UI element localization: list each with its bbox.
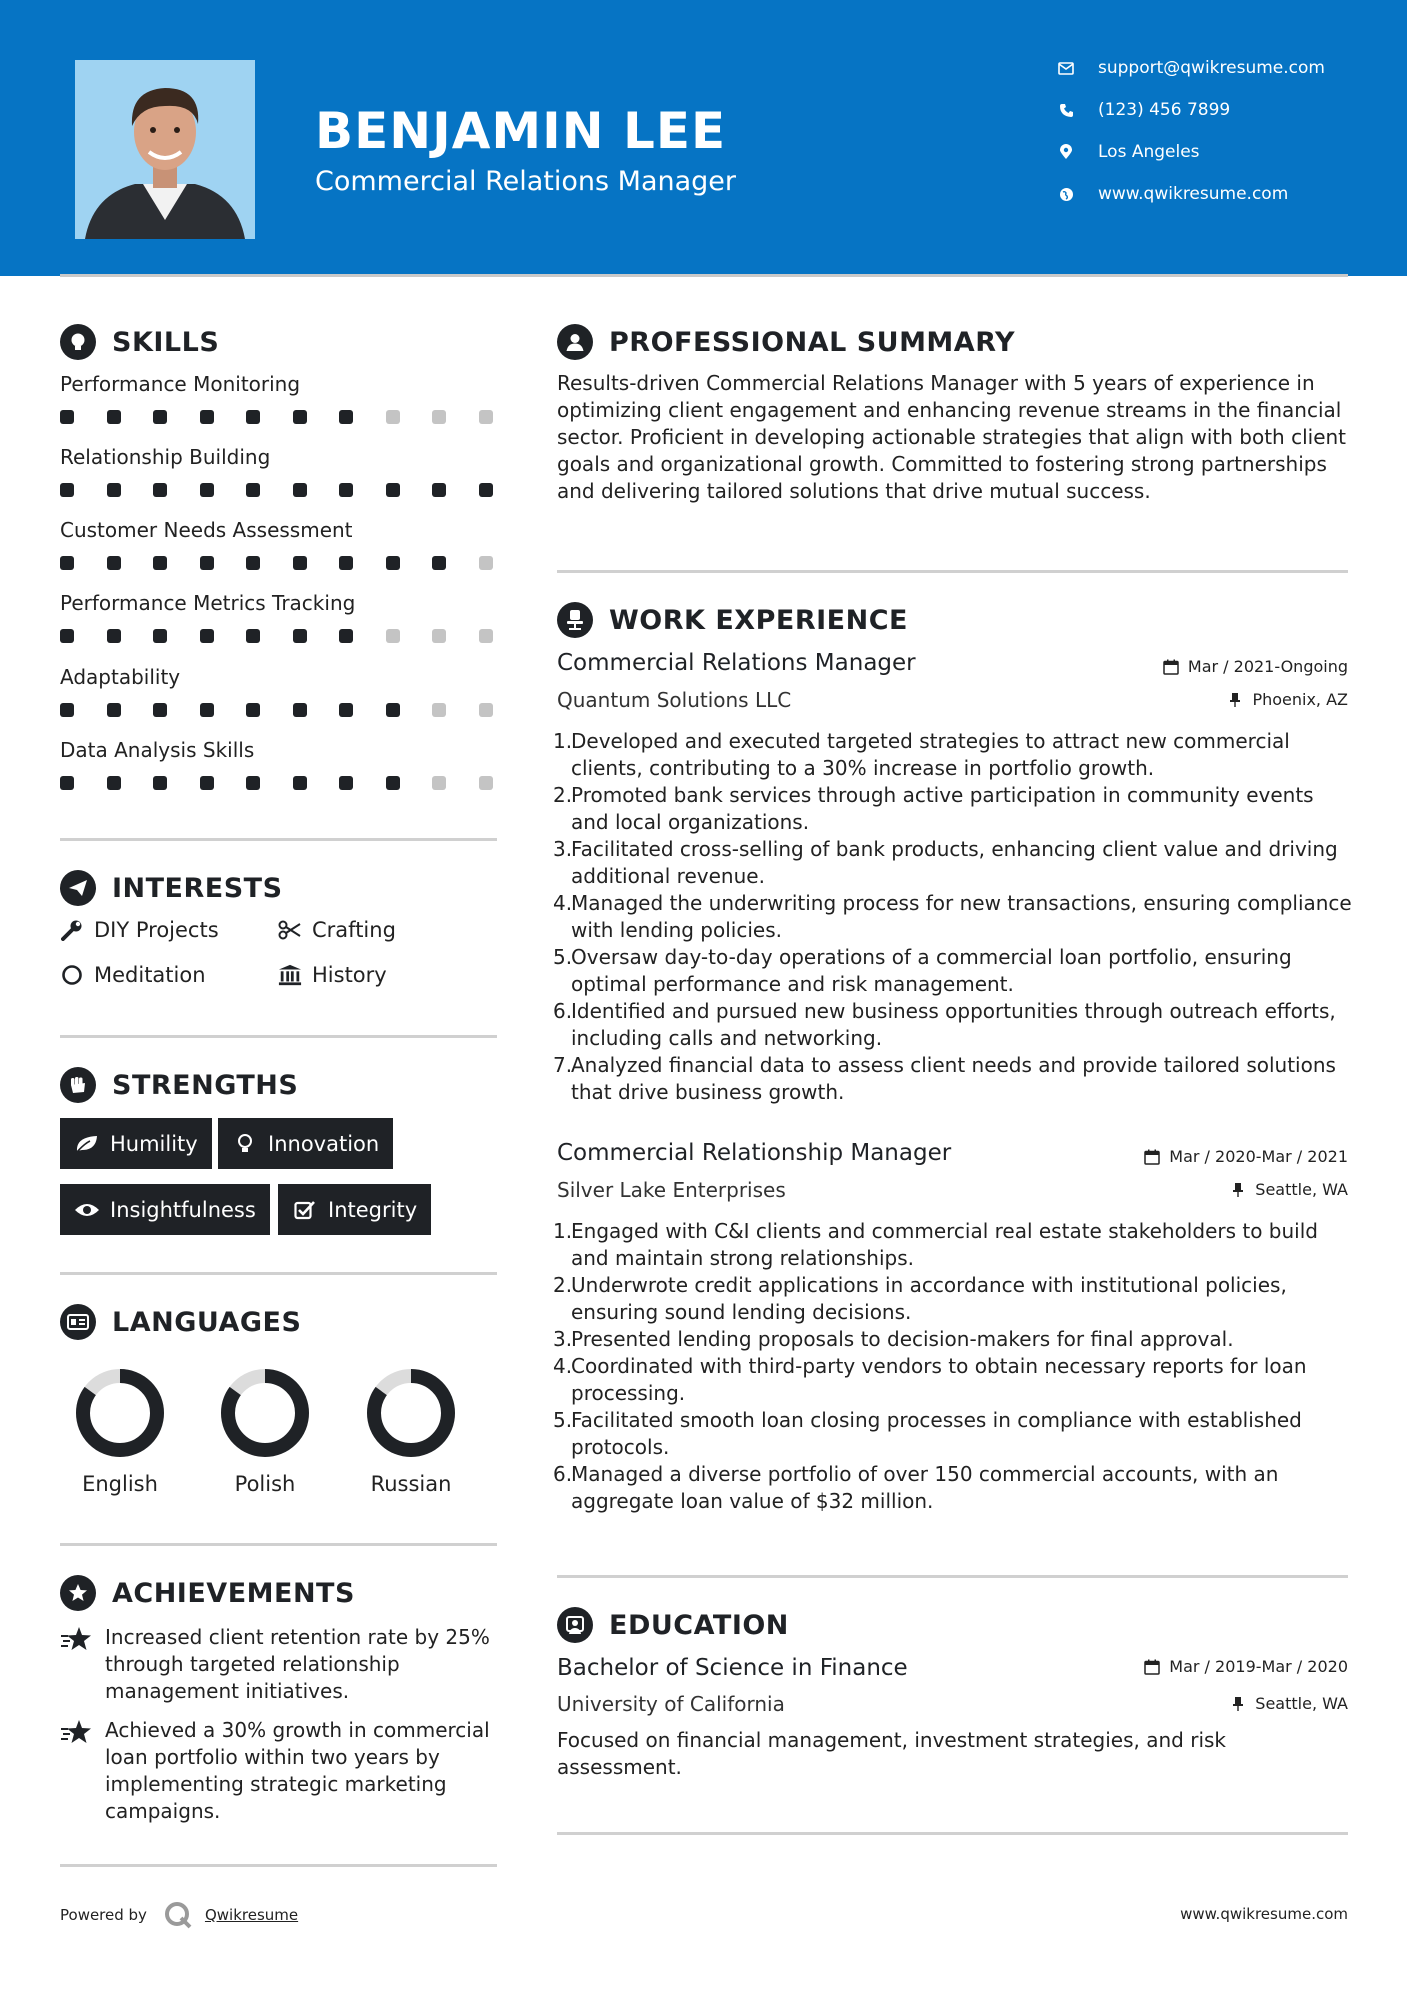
map-pin-icon (1054, 140, 1078, 164)
skill-dot-filled (60, 703, 74, 717)
skill-dot-filled (153, 629, 167, 643)
eye-icon (74, 1197, 100, 1223)
section-divider (557, 570, 1348, 573)
skill-dot-filled (339, 410, 353, 424)
education-title: EDUCATION (609, 1609, 789, 1641)
interest-item (278, 963, 387, 987)
achievement-item (60, 1717, 500, 1825)
responsibility-item: 5. Facilitated smooth loan closing processes in compliance with established protocols. (553, 1408, 1302, 1459)
lightbulb-icon (232, 1131, 258, 1157)
skill-dot-filled (60, 556, 74, 570)
paper-plane-icon (60, 870, 96, 906)
summary-heading (557, 324, 1015, 360)
experience-heading (557, 602, 908, 638)
scissors-icon (278, 918, 302, 942)
skill-dot-filled (246, 776, 260, 790)
resume-header (0, 0, 1407, 276)
school-name: University of California (557, 1692, 785, 1716)
responsibility-item: 4. Coordinated with third-party vendors to obtain necessary reports for loan processing. (553, 1354, 1307, 1405)
responsibility-item: 3. Presented lending proposals to decision-makers for final approval. (553, 1327, 1234, 1351)
skill-dot-filled (293, 629, 307, 643)
skills-title: SKILLS (112, 326, 220, 358)
responsibility-item: 5. Oversaw day-to-day operations of a commercial loan portfolio, ensuring optimal performance and risk management. (553, 945, 1292, 996)
skill-dot-filled (432, 556, 446, 570)
footer-powered-by (60, 1900, 298, 1930)
circle-icon (60, 963, 84, 987)
skill-dot-filled (293, 556, 307, 570)
contact-location-text: Los Angeles (1098, 142, 1200, 162)
skill-dot-filled (200, 703, 214, 717)
skill-dot-filled (386, 776, 400, 790)
section-divider (60, 838, 497, 841)
section-divider (60, 1272, 497, 1275)
education-heading (557, 1607, 789, 1643)
responsibility-item: 2. Promoted bank services through active participation in community events and local organizations. (553, 783, 1314, 834)
skill-dot-filled (153, 483, 167, 497)
check-square-icon (292, 1197, 318, 1223)
phone-icon (1054, 98, 1078, 122)
interest-item (278, 918, 396, 942)
strengths-heading (60, 1067, 298, 1103)
language-card-icon (60, 1304, 96, 1340)
summary-title: PROFESSIONAL SUMMARY (609, 326, 1016, 358)
footer-website[interactable]: www.qwikresume.com (1180, 1905, 1348, 1923)
contact-email[interactable] (1054, 56, 1325, 80)
responsibility-item: 1. Engaged with C&I clients and commercial real estate stakeholders to build and maintain strong relationships. (553, 1219, 1318, 1270)
skill-dot-filled (339, 629, 353, 643)
skill-dot-filled (246, 410, 260, 424)
job-location-text: Seattle, WA (1255, 1180, 1348, 1199)
achievement-text: Achieved a 30% growth in commercial loan portfolio within two years by implementing strategic marketing campaigns. (105, 1718, 490, 1823)
skill-dot-filled (293, 703, 307, 717)
strength-label: Insightfulness (110, 1197, 256, 1222)
skill-dot-empty (479, 556, 493, 570)
section-divider (60, 1035, 497, 1038)
skill-dot-filled (153, 556, 167, 570)
skill-dot-filled (246, 483, 260, 497)
calendar-icon (1143, 1148, 1161, 1166)
candidate-role: Commercial Relations Manager (315, 166, 736, 197)
strength-label: Innovation (268, 1131, 380, 1156)
skill-label: Performance Metrics Tracking (60, 591, 356, 615)
job-title: Commercial Relationship Manager (557, 1140, 952, 1166)
profile-photo (75, 60, 255, 239)
skills-heading (60, 324, 219, 360)
skill-dot-filled (107, 410, 121, 424)
skill-dot-empty (432, 776, 446, 790)
star-icon (60, 1717, 93, 1750)
responsibility-item: 7. Analyzed financial data to assess client needs and provide tailored solutions that drive business growth. (553, 1053, 1336, 1104)
skill-dot-filled (246, 629, 260, 643)
interests-heading (60, 870, 283, 906)
strength-badge (278, 1184, 431, 1235)
achievement-text: Increased client retention rate by 25% through targeted relationship management initiatives. (105, 1625, 490, 1703)
skill-dot-filled (339, 556, 353, 570)
education-description: Focused on financial management, investment strategies, and risk assessment. (557, 1728, 1227, 1779)
skill-dot-filled (246, 556, 260, 570)
language-level-ring (75, 1368, 165, 1458)
responsibility-item: 6. Managed a diverse portfolio of over 150 commercial accounts, with an aggregate loan value of $32 million. (553, 1462, 1279, 1513)
skill-dot-empty (432, 629, 446, 643)
strength-label: Humility (110, 1131, 198, 1156)
job-location-text: Phoenix, AZ (1252, 690, 1348, 709)
skill-dot-filled (432, 483, 446, 497)
skill-dot-filled (200, 556, 214, 570)
interest-label: Crafting (312, 918, 396, 942)
calendar-icon (1143, 1658, 1161, 1676)
skill-label: Data Analysis Skills (60, 738, 255, 762)
section-divider (60, 1543, 497, 1546)
museum-icon (278, 963, 302, 987)
responsibility-item: 4. Managed the underwriting process for new transactions, ensuring compliance with lending policies. (553, 891, 1352, 942)
skill-dot-empty (432, 410, 446, 424)
skill-dot-filled (386, 483, 400, 497)
strength-badge (218, 1118, 393, 1169)
responsibility-item: 1. Developed and executed targeted strategies to attract new commercial clients, contributing to a 30% increase in portfolio growth. (553, 729, 1290, 780)
job-dates (1162, 657, 1348, 676)
experience-title: WORK EXPERIENCE (609, 604, 908, 636)
skill-dot-filled (107, 556, 121, 570)
skill-dot-empty (479, 703, 493, 717)
skill-dot-empty (479, 776, 493, 790)
job-responsibilities (553, 728, 1353, 1106)
language-label: Russian (370, 1472, 452, 1496)
wrench-icon (60, 918, 84, 942)
section-divider (557, 1575, 1348, 1578)
contact-website[interactable] (1054, 182, 1288, 206)
fist-icon (60, 1067, 96, 1103)
contact-website-text: www.qwikresume.com (1098, 184, 1289, 204)
envelope-icon (1054, 56, 1078, 80)
education-dates (1143, 1657, 1348, 1676)
job-dates (1143, 1147, 1348, 1166)
skill-label: Relationship Building (60, 445, 271, 469)
responsibility-item: 3. Facilitated cross-selling of bank products, enhancing client value and driving additional revenue. (553, 837, 1338, 888)
globe-icon (1054, 182, 1078, 206)
languages-heading (60, 1304, 301, 1340)
skill-dot-empty (479, 629, 493, 643)
skill-dot-filled (339, 703, 353, 717)
language-label: English (82, 1472, 158, 1496)
skill-dot-filled (200, 410, 214, 424)
skill-dot-filled (339, 483, 353, 497)
lightbulb-icon (60, 324, 96, 360)
language-level-ring (220, 1368, 310, 1458)
job-location (1226, 690, 1348, 709)
contact-email-text: support@qwikresume.com (1098, 58, 1325, 78)
interest-item (60, 918, 219, 942)
skill-dot-empty (432, 703, 446, 717)
skill-label: Customer Needs Assessment (60, 518, 353, 542)
pushpin-icon (1226, 691, 1244, 709)
skill-dot-filled (200, 776, 214, 790)
section-divider (557, 1832, 1348, 1835)
skill-dot-filled (293, 483, 307, 497)
skill-dot-filled (200, 629, 214, 643)
skill-dot-filled (107, 776, 121, 790)
interests-title: INTERESTS (112, 872, 283, 904)
job-dates-text: Mar / 2021-Ongoing (1187, 657, 1348, 676)
skill-dot-filled (60, 776, 74, 790)
summary-text: Results-driven Commercial Relations Manager with 5 years of experience in optimizing client engagement and enhancing revenue streams in the financial sector. Proficient in developing actionable strategies that align with both client goals and organizational growth. Committed to fostering strong partnerships and delivering tailored solutions that drive mutual success. (557, 371, 1347, 503)
strength-badge (60, 1184, 270, 1235)
skill-dot-empty (479, 410, 493, 424)
section-divider (60, 1864, 497, 1867)
calendar-icon (1162, 658, 1180, 676)
strength-label: Integrity (328, 1197, 418, 1222)
education-dates-text: Mar / 2019-Mar / 2020 (1169, 1657, 1348, 1676)
skill-dot-filled (107, 703, 121, 717)
star-icon (60, 1624, 93, 1657)
skill-label: Adaptability (60, 665, 181, 689)
candidate-name: BENJAMIN LEE (315, 102, 727, 160)
skill-label: Performance Monitoring (60, 372, 301, 396)
job-company: Quantum Solutions LLC (557, 688, 792, 712)
job-title: Commercial Relations Manager (557, 650, 916, 676)
skill-dot-filled (339, 776, 353, 790)
skill-dot-filled (153, 410, 167, 424)
skill-dot-empty (386, 629, 400, 643)
leaf-icon (74, 1131, 100, 1157)
skill-dot-filled (60, 629, 74, 643)
skill-dot-filled (60, 410, 74, 424)
contact-location (1054, 140, 1200, 164)
contact-phone[interactable] (1054, 98, 1230, 122)
skill-dot-filled (153, 776, 167, 790)
skill-dot-filled (107, 629, 121, 643)
pushpin-icon (1229, 1695, 1247, 1713)
powered-by-text: Powered by (60, 1906, 147, 1924)
skill-dot-filled (246, 703, 260, 717)
job-location (1229, 1180, 1348, 1199)
interest-item (60, 963, 206, 987)
skill-dot-empty (386, 410, 400, 424)
education-location (1229, 1694, 1348, 1713)
skill-dot-filled (386, 703, 400, 717)
skill-dot-filled (293, 410, 307, 424)
language-level-ring (366, 1368, 456, 1458)
interest-label: History (312, 963, 387, 987)
qwikresume-link[interactable]: Qwikresume (204, 1906, 299, 1924)
user-icon (557, 324, 593, 360)
interest-label: DIY Projects (94, 918, 219, 942)
job-dates-text: Mar / 2020-Mar / 2021 (1169, 1147, 1348, 1166)
office-chair-icon (557, 602, 593, 638)
education-location-text: Seattle, WA (1255, 1694, 1348, 1713)
skill-dot-filled (107, 483, 121, 497)
job-responsibilities (553, 1218, 1353, 1515)
strength-badge (60, 1118, 212, 1169)
header-divider (60, 274, 1348, 277)
interest-label: Meditation (94, 963, 206, 987)
skill-dot-filled (200, 483, 214, 497)
responsibility-item: 6. Identified and pursued new business opportunities through outreach efforts, including calls and networking. (553, 999, 1336, 1050)
contact-phone-text: (123) 456 7899 (1098, 100, 1231, 120)
skill-dot-filled (153, 703, 167, 717)
skill-dot-filled (60, 483, 74, 497)
job-company: Silver Lake Enterprises (557, 1178, 786, 1202)
pushpin-icon (1229, 1181, 1247, 1199)
achievements-heading (60, 1575, 355, 1611)
star-icon (60, 1575, 96, 1611)
skill-dot-filled (386, 556, 400, 570)
skill-dot-filled (293, 776, 307, 790)
responsibility-item: 2. Underwrote credit applications in accordance with institutional policies, ensuring sound lending decisions. (553, 1273, 1287, 1324)
graduate-icon (557, 1607, 593, 1643)
languages-title: LANGUAGES (112, 1306, 302, 1338)
qwikresume-logo-icon (163, 1900, 193, 1930)
strengths-title: STRENGTHS (112, 1069, 299, 1101)
achievement-item (60, 1624, 500, 1705)
achievements-title: ACHIEVEMENTS (112, 1577, 355, 1609)
skill-dot-filled (479, 483, 493, 497)
language-label: Polish (234, 1472, 296, 1496)
degree-title: Bachelor of Science in Finance (557, 1655, 908, 1681)
